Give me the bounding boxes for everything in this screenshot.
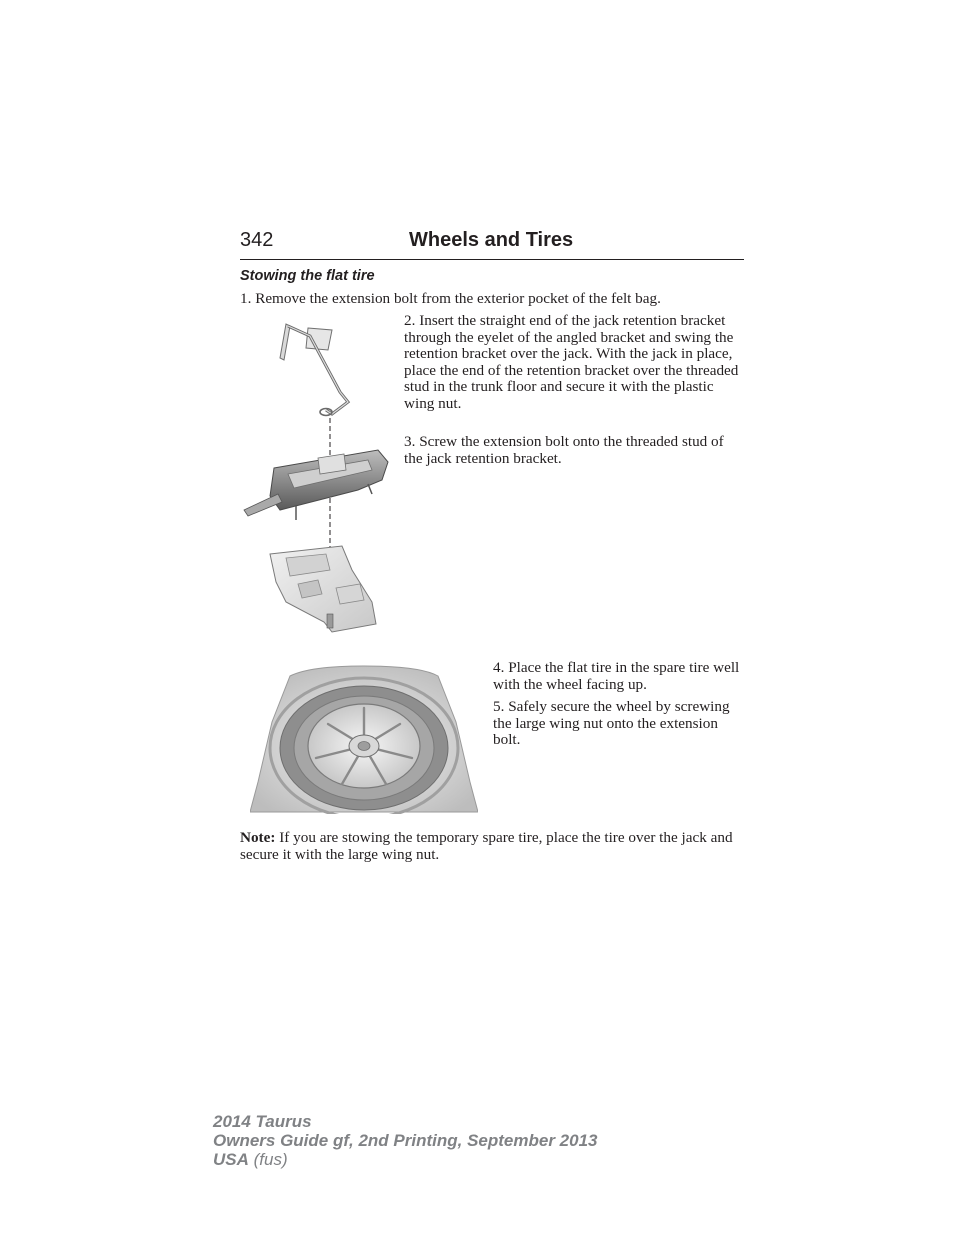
footer-market <box>213 1150 597 1169</box>
section-title: Wheels and Tires <box>409 229 574 251</box>
step-5-text: 5. Safely secure the wheel by screwing the large wing nut onto the extension bolt. <box>493 698 730 749</box>
footer-region: USA <box>213 1150 249 1169</box>
page-header <box>240 229 744 260</box>
jack-retention-illustration <box>240 318 390 640</box>
spare-tire-well-illustration <box>250 662 478 814</box>
note-label: Note: <box>240 829 276 846</box>
step-1-text: 1. Remove the extension bolt from the exterior pocket of the felt bag. <box>240 290 661 307</box>
step-4-text: 4. Place the flat tire in the spare tire well with the wheel facing up. <box>493 659 740 693</box>
page-number: 342 <box>240 229 274 251</box>
note <box>240 830 746 863</box>
step-3-text: 3. Screw the extension bolt onto the threaded stud of the jack retention bracket. <box>404 433 724 467</box>
footer-region-code: (fus) <box>248 1150 288 1169</box>
footer-edition: Owners Guide gf, 2nd Printing, September 2013 <box>213 1131 598 1150</box>
subheading: Stowing the flat tire <box>240 268 375 284</box>
step-2-text: 2. Insert the straight end of the jack retention bracket through the eyelet of the angled bracket and swing the retention bracket over the jack. With the jack in place, place the end of the retention bracket over the threaded stud in the trunk floor and secure it with the plastic wing nut. <box>404 312 739 412</box>
footer <box>213 1112 597 1169</box>
footer-model: 2014 Taurus <box>213 1112 312 1131</box>
note-text: If you are stowing the temporary spare tire, place the tire over the jack and secure it with the large wing nut. <box>240 829 733 863</box>
